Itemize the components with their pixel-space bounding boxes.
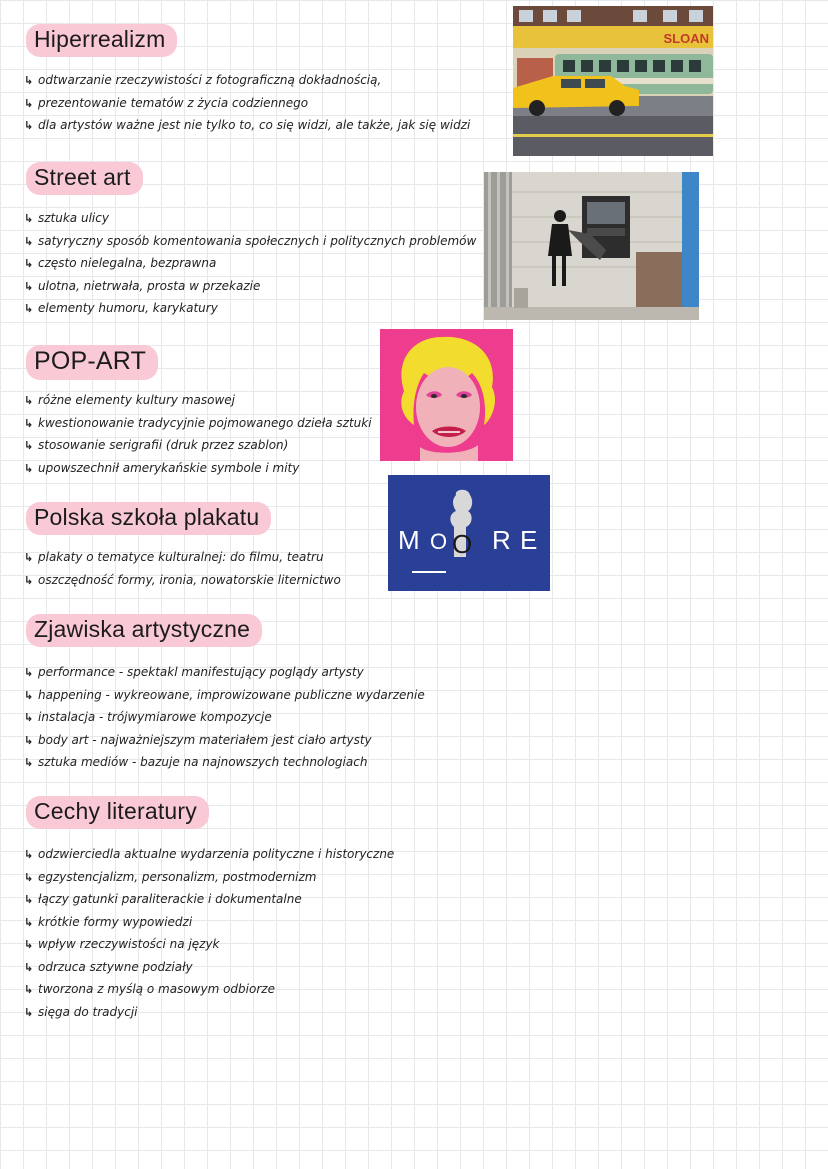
arrow-icon: ↳ — [24, 212, 34, 225]
section-title: Cechy literatury — [26, 796, 209, 829]
bullet-list — [24, 843, 394, 1023]
list-item: ↳ sztuka ulicy — [24, 207, 476, 230]
arrow-icon: ↳ — [24, 870, 34, 884]
list-item: ↳ prezentowanie tematów z życia codziennego — [24, 92, 470, 115]
poster-letter: R — [492, 525, 511, 555]
list-item: ↳ wpływ rzeczywistości na język — [24, 933, 394, 956]
arrow-icon: ↳ — [24, 756, 34, 769]
arrow-icon: ↳ — [24, 893, 34, 906]
arrow-icon: ↳ — [24, 960, 34, 974]
arrow-icon: ↳ — [24, 279, 34, 293]
section-title: POP-ART — [26, 345, 158, 380]
list-item: ↳ sztuka mediów - bazuje na najnowszych technologiach — [24, 751, 425, 774]
section-title: Polska szkoła plakatu — [26, 502, 271, 535]
list-item: ↳ dla artystów ważne jest nie tylko to, co się widzi, ale także, jak się widzi — [24, 114, 470, 137]
arrow-icon: ↳ — [24, 666, 34, 679]
arrow-icon: ↳ — [24, 983, 34, 996]
arrow-icon: ↳ — [24, 938, 34, 951]
list-item: ↳ łączy gatunki paraliterackie i dokumentalne — [24, 888, 394, 911]
list-item: ↳ krótkie formy wypowiedzi — [24, 911, 394, 934]
list-item: ↳ tworzona z myślą o masowym odbiorze — [24, 978, 394, 1001]
list-item: ↳ satyryczny sposób komentowania społecznych i politycznych problemów — [24, 230, 476, 253]
section-title: Zjawiska artystyczne — [26, 614, 262, 647]
list-item: ↳ plakaty o tematyce kulturalnej: do filmu, teatru — [24, 546, 341, 569]
arrow-icon: ↳ — [24, 848, 34, 861]
list-item: ↳ egzystencjalizm, personalizm, postmodernizm — [24, 866, 394, 889]
list-item: ↳ performance - spektakl manifestujący poglądy artysty — [24, 661, 425, 684]
arrow-icon: ↳ — [24, 302, 34, 315]
arrow-icon: ↳ — [24, 551, 34, 564]
list-item: ↳ różne elementy kultury masowej — [24, 389, 372, 412]
list-item: ↳ odrzuca sztywne podziały — [24, 956, 394, 979]
section-title: Street art — [26, 162, 143, 195]
poster-letter: E — [520, 525, 538, 555]
arrow-icon: ↳ — [24, 257, 34, 270]
list-item: ↳ upowszechnił amerykańskie symbole i mity — [24, 457, 372, 480]
arrow-icon: ↳ — [24, 416, 34, 430]
list-item: ↳ odtwarzanie rzeczywistości z fotograficzną dokładnością, — [24, 69, 470, 92]
arrow-icon: ↳ — [24, 74, 34, 87]
list-item: ↳ kwestionowanie tradycyjnie pojmowanego dzieła sztuki — [24, 412, 372, 435]
list-item: ↳ elementy humoru, karykatury — [24, 297, 476, 320]
bullet-list — [24, 389, 372, 479]
section-title: Hiperrealizm — [26, 24, 177, 57]
list-item: ↳ stosowanie serigrafii (druk przez szablon) — [24, 434, 372, 457]
list-item: ↳ happening - wykreowane, improwizowane publiczne wydarzenie — [24, 684, 425, 707]
list-item: ↳ body art - najważniejszym materiałem jest ciało artysty — [24, 729, 425, 752]
arrow-icon: ↳ — [24, 96, 34, 110]
arrow-icon: ↳ — [24, 915, 34, 929]
list-item: ↳ ulotna, nietrwała, prosta w przekazie — [24, 275, 476, 298]
poster-letter: O — [452, 529, 473, 559]
arrow-icon: ↳ — [24, 234, 34, 248]
list-item: ↳ instalacja - trójwymiarowe kompozycje — [24, 706, 425, 729]
list-item: ↳ sięga do tradycji — [24, 1001, 394, 1024]
banksy-atm-mural-photo — [484, 172, 699, 320]
arrow-icon: ↳ — [24, 573, 34, 587]
arrow-icon: ↳ — [24, 439, 34, 452]
arrow-icon: ↳ — [24, 733, 34, 747]
list-item: ↳ odzwierciedla aktualne wydarzenia polityczne i historyczne — [24, 843, 394, 866]
poster-letter: M — [398, 525, 420, 555]
marilyn-pop-art-portrait — [380, 329, 513, 461]
arrow-icon: ↳ — [24, 394, 34, 407]
moore-poster — [388, 475, 550, 591]
bullet-list — [24, 661, 425, 774]
list-item: ↳ oszczędność formy, ironia, nowatorskie liternictwo — [24, 569, 341, 592]
hyperrealism-taxi-painting — [513, 6, 713, 156]
bullet-list — [24, 546, 341, 591]
bullet-list — [24, 207, 476, 320]
shop-sign-text: SLOAN — [663, 31, 709, 46]
arrow-icon: ↳ — [24, 1005, 34, 1019]
arrow-icon: ↳ — [24, 461, 34, 475]
arrow-icon: ↳ — [24, 119, 34, 132]
poster-letter: O — [430, 529, 448, 554]
list-item: ↳ często nielegalna, bezprawna — [24, 252, 476, 275]
arrow-icon: ↳ — [24, 711, 34, 724]
bullet-list — [24, 69, 470, 137]
arrow-icon: ↳ — [24, 688, 34, 702]
